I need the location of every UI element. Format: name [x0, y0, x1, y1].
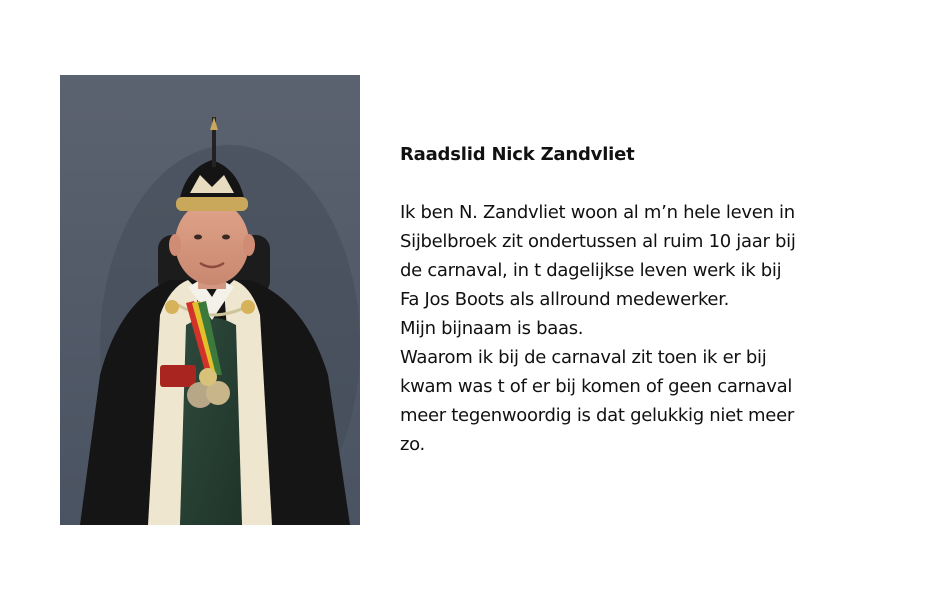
bio-paragraph: [400, 198, 900, 459]
member-title: Raadslid Nick Zandvliet: [400, 144, 635, 165]
portrait-illustration: [60, 75, 360, 525]
bio-line: Mijn bijnaam is baas.: [400, 318, 584, 339]
bio-text-block: [400, 142, 900, 459]
portrait-photo: [60, 75, 360, 525]
bio-line: Fa Jos Boots als allround medewerker.: [400, 289, 730, 310]
bio-line: zo.: [400, 434, 425, 455]
bio-line: de carnaval, in t dagelijkse leven werk ik bij: [400, 260, 782, 281]
bio-line: Sijbelbroek zit ondertussen al ruim 10 jaar bij: [400, 231, 796, 252]
bio-line: meer tegenwoordig is dat gelukkig niet meer: [400, 405, 794, 426]
bio-line: kwam was t of er bij komen of geen carnaval: [400, 376, 793, 397]
bio-line: Waarom ik bij de carnaval zit toen ik er bij: [400, 347, 767, 368]
bio-line: Ik ben N. Zandvliet woon al m’n hele leven in: [400, 202, 795, 223]
